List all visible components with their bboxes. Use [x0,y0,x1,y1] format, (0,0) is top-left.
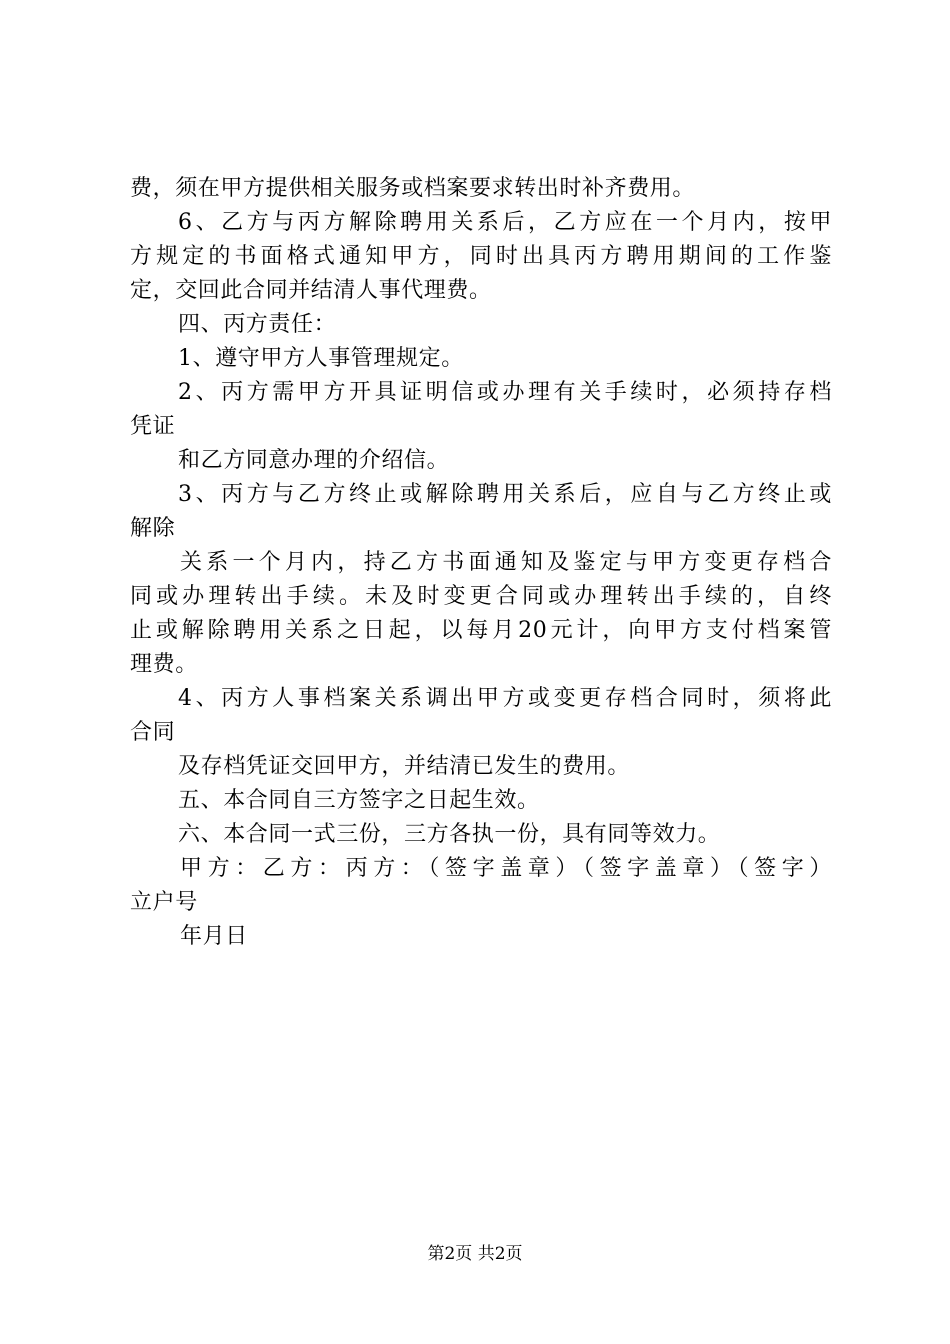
date-line: 年月日 [180,924,248,949]
account-number-label: 立户号 [130,890,198,915]
page-number: 第2页 共2页 [427,1244,523,1264]
text-line: 1、遵守甲方人事管理规定。 [178,346,464,371]
page-footer [0,1242,950,1266]
text-line: 2、丙方需甲方开具证明信或办理有关手续时，必须持存档 [178,380,832,405]
text-line: 凭证 [130,414,176,439]
text-line: 止或解除聘用关系之日起，以每月20元计，向甲方支付档案管 [130,618,832,643]
text-line: 4、丙方人事档案关系调出甲方或变更存档合同时，须将此 [178,686,832,711]
text-line: 及存档凭证交回甲方，并结清已发生的费用。 [178,754,631,779]
text-line: 合同 [130,720,176,745]
text-line: 6、乙方与丙方解除聘用关系后，乙方应在一个月内，按甲 [178,210,832,235]
text-line: 3、丙方与乙方终止或解除聘用关系后，应自与乙方终止或 [178,482,832,507]
section-heading: 四、丙方责任： [178,312,337,337]
text-line: 方规定的书面格式通知甲方，同时出具丙方聘用期间的工作鉴 [130,244,832,269]
text-line: 费，须在甲方提供相关服务或档案要求转出时补齐费用。 [130,176,696,201]
text-line: 关系一个月内，持乙方书面通知及鉴定与甲方变更存档合 [180,550,832,575]
section-heading: 六、本合同一式三份，三方各执一份，具有同等效力。 [178,822,721,847]
signature-line: 甲方：乙方：丙方：（签字盖章）（签字盖章）（签字） [180,856,832,881]
text-line: 同或办理转出手续。未及时变更合同或办理转出手续的，自终 [130,584,832,609]
contract-body [130,172,832,954]
section-heading: 五、本合同自三方签字之日起生效。 [178,788,540,813]
text-line: 解除 [130,516,176,541]
text-line: 定，交回此合同并结清人事代理费。 [130,278,492,303]
text-line: 理费。 [130,652,198,677]
text-line: 和乙方同意办理的介绍信。 [178,448,450,473]
